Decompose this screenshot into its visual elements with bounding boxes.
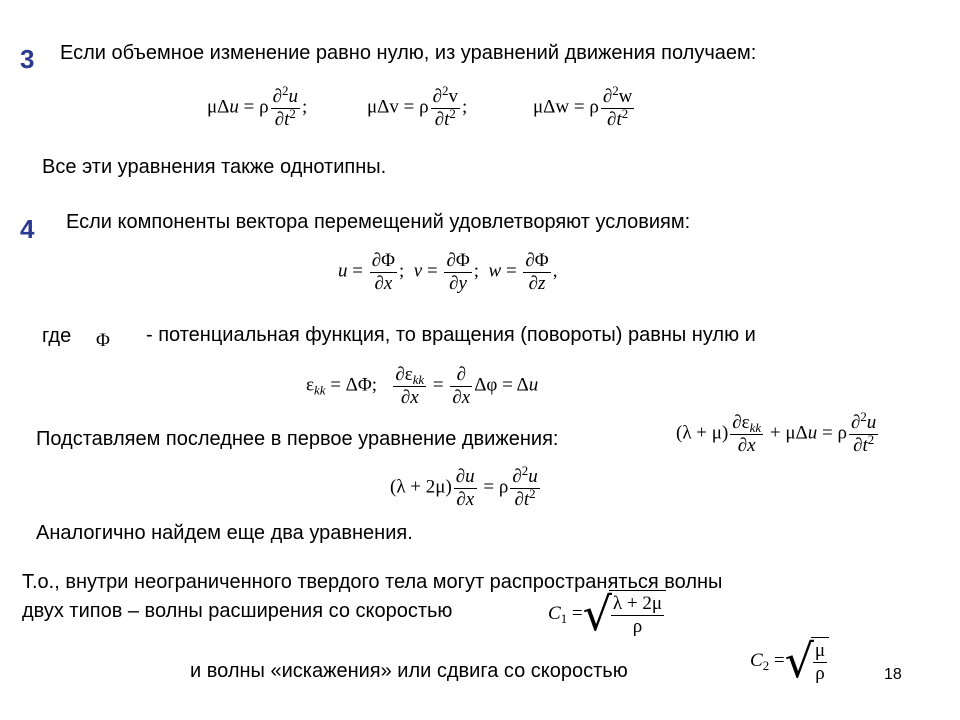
phi-symbol: Φ [96, 330, 110, 351]
page-number: 18 [884, 666, 902, 683]
equation-volumetric-strain: $\varepsilon_{kk} = \Delta\Phi$; $\frac{\partial\varepsilon_{kk}}{\partial x}$ = $\frac{\partial}{\partial x}$ Δφ = Δu [306, 364, 539, 408]
equation-mu-delta-u: μΔu = ρ $\frac{\partial^2u}{\partial t^2}$ ; [207, 82, 308, 130]
equation-longitudinal-wave: (λ + 2μ) $\frac{\partial u}{\partial x}$ = ρ $\frac{\partial^2u}{\partial t^2}$ [390, 462, 538, 510]
similar-equations-text: Аналогично найдем еще два уравнения. [36, 522, 413, 544]
substitute-text: Подставляем последнее в первое уравнение движения: [36, 428, 559, 450]
conclusion-line-1: Т.о., внутри неограниченного твердого тела могут распространяться волны [22, 571, 723, 593]
section-3-number: 3 [20, 44, 35, 74]
conclusion-line-3: и волны «искажения» или сдвига со скоростью [190, 660, 628, 682]
equation-mu-delta-w: μΔw = ρ $\frac{\partial^2w}{\partial t^2}$ [533, 82, 633, 130]
equation-substituted: (λ + μ) $\frac{\partial\varepsilon_{kk}}{\partial x}$ + μΔu = ρ $\frac{\partial^2u}{\partial t^2}$ [676, 408, 877, 456]
equation-displacement-potential: u = $\frac{\partial\Phi}{\partial x}$ ; v = $\frac{\partial\Phi}{\partial y}$ ; w = $\frac{\partial\Phi}{\partial z}$ , [338, 250, 558, 294]
equation-mu-delta-v: μΔv = ρ $\frac{\partial^2v}{\partial t^2}$ ; [367, 82, 468, 130]
section-4-number: 4 [20, 214, 35, 244]
section-3-intro: Если объемное изменение равно нулю, из уравнений движения получаем: [60, 42, 757, 64]
where-word: где [42, 325, 72, 347]
equation-c2-speed: $C_2$ =√ $\frac{\mu}{\rho}$ [750, 637, 829, 685]
section-3-conclusion: Все эти уравнения также однотипны. [42, 156, 387, 178]
equation-c1-speed: $C_1$ =√ $\frac{\lambda + 2\mu}{\rho}$ [548, 590, 666, 638]
potential-function-text: - потенциальная функция, то вращения (повороты) равны нулю и [146, 324, 756, 346]
section-4-intro: Если компоненты вектора перемещений удовлетворяют условиям: [66, 211, 691, 233]
conclusion-line-2: двух типов – волны расширения со скоростью [22, 600, 453, 622]
